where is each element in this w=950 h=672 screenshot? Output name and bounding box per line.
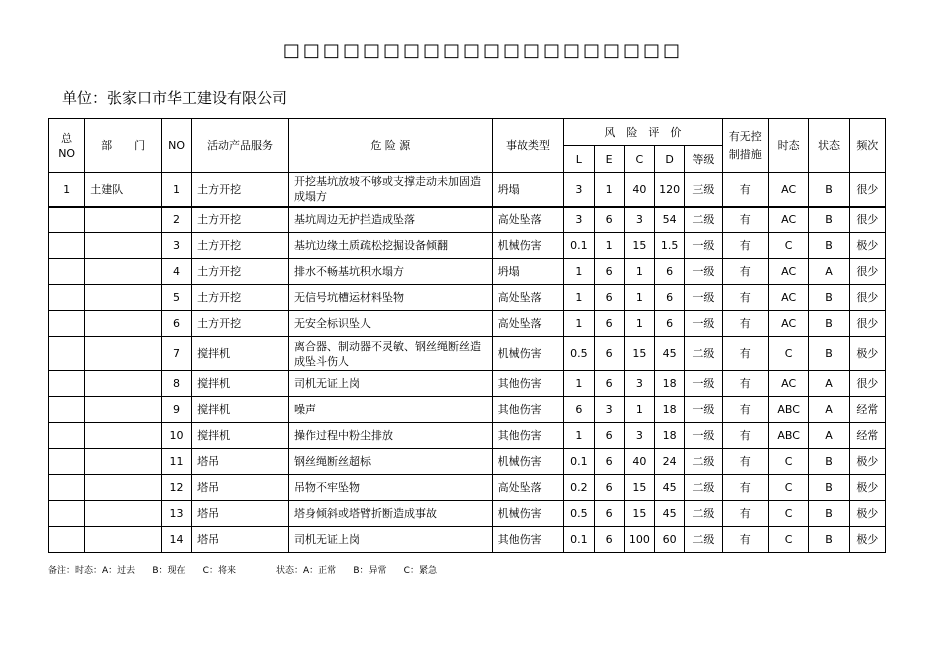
- cell-state: A: [809, 371, 849, 397]
- cell-D: 60: [655, 527, 685, 553]
- header-E: E: [594, 146, 624, 173]
- cell-L: 1: [564, 285, 594, 311]
- table-row: [49, 337, 886, 371]
- table-row: [49, 475, 886, 501]
- cell-hazard: 塔身倾斜或塔臂折断造成事故: [288, 501, 492, 527]
- cell-D: 18: [655, 397, 685, 423]
- cell-state: A: [809, 423, 849, 449]
- cell-hazard: 噪声: [288, 397, 492, 423]
- cell-department: [85, 475, 162, 501]
- cell-total-no: [49, 259, 85, 285]
- cell-frequency: 很少: [849, 259, 885, 285]
- cell-C: 15: [624, 501, 654, 527]
- cell-accident-type: 其他伤害: [492, 527, 564, 553]
- cell-frequency: 很少: [849, 285, 885, 311]
- cell-C: 15: [624, 233, 654, 259]
- footnote: 备注：时态：A：过去 B：现在 C：将来 状态：A：正常 B：异常 C：紧急: [48, 566, 437, 576]
- cell-state: A: [809, 259, 849, 285]
- cell-department: [85, 311, 162, 337]
- cell-total-no: [49, 371, 85, 397]
- cell-accident-type: 机械伤害: [492, 449, 564, 475]
- cell-frequency: 极少: [849, 337, 885, 371]
- cell-E: 6: [594, 207, 624, 233]
- cell-control: 有: [722, 423, 768, 449]
- cell-E: 3: [594, 397, 624, 423]
- cell-activity: 土方开挖: [192, 311, 289, 337]
- cell-frequency: 很少: [849, 207, 885, 233]
- cell-hazard: 基坑周边无护拦造成坠落: [288, 207, 492, 233]
- cell-total-no: [49, 449, 85, 475]
- cell-department: [85, 285, 162, 311]
- header-hazard: 危 险 源: [288, 119, 492, 173]
- cell-L: 0.5: [564, 337, 594, 371]
- cell-tense: C: [768, 475, 808, 501]
- cell-control: 有: [722, 259, 768, 285]
- cell-control: 有: [722, 527, 768, 553]
- cell-E: 6: [594, 527, 624, 553]
- cell-L: 0.5: [564, 501, 594, 527]
- cell-frequency: 很少: [849, 173, 885, 207]
- cell-D: 18: [655, 371, 685, 397]
- cell-department: [85, 233, 162, 259]
- table-row: [49, 311, 886, 337]
- cell-accident-type: 其他伤害: [492, 371, 564, 397]
- cell-level: 一级: [685, 285, 722, 311]
- cell-level: 二级: [685, 501, 722, 527]
- table-row: [49, 259, 886, 285]
- cell-E: 6: [594, 371, 624, 397]
- cell-accident-type: 机械伤害: [492, 501, 564, 527]
- cell-activity: 搅拌机: [192, 337, 289, 371]
- cell-no: 12: [161, 475, 191, 501]
- cell-accident-type: 高处坠落: [492, 311, 564, 337]
- cell-level: 一级: [685, 259, 722, 285]
- cell-department: [85, 337, 162, 371]
- risk-table: [48, 118, 886, 553]
- cell-total-no: 1: [49, 173, 85, 207]
- cell-hazard: 钢丝绳断丝超标: [288, 449, 492, 475]
- header-control: 有无控制措施: [722, 119, 768, 173]
- cell-frequency: 极少: [849, 449, 885, 475]
- cell-state: B: [809, 173, 849, 207]
- cell-state: B: [809, 285, 849, 311]
- cell-frequency: 极少: [849, 475, 885, 501]
- table-row: [49, 207, 886, 233]
- table-row: [49, 285, 886, 311]
- cell-tense: ABC: [768, 397, 808, 423]
- cell-level: 二级: [685, 207, 722, 233]
- cell-activity: 搅拌机: [192, 423, 289, 449]
- cell-no: 9: [161, 397, 191, 423]
- cell-hazard: 司机无证上岗: [288, 371, 492, 397]
- cell-frequency: 极少: [849, 233, 885, 259]
- cell-L: 1: [564, 311, 594, 337]
- cell-accident-type: 坍塌: [492, 259, 564, 285]
- cell-frequency: 很少: [849, 311, 885, 337]
- cell-D: 54: [655, 207, 685, 233]
- header-risk-eval: 风 险 评 价: [564, 119, 722, 146]
- cell-hazard: 离合器、制动器不灵敏、钢丝绳断丝造成坠斗伤人: [288, 337, 492, 371]
- cell-activity: 塔吊: [192, 527, 289, 553]
- cell-C: 15: [624, 337, 654, 371]
- cell-no: 10: [161, 423, 191, 449]
- cell-control: 有: [722, 285, 768, 311]
- cell-total-no: [49, 207, 85, 233]
- cell-activity: 土方开挖: [192, 207, 289, 233]
- cell-hazard: 司机无证上岗: [288, 527, 492, 553]
- cell-total-no: [49, 233, 85, 259]
- header-state: 状态: [809, 119, 849, 173]
- cell-no: 11: [161, 449, 191, 475]
- cell-state: B: [809, 501, 849, 527]
- cell-C: 3: [624, 423, 654, 449]
- cell-frequency: 很少: [849, 371, 885, 397]
- cell-E: 6: [594, 285, 624, 311]
- cell-state: B: [809, 207, 849, 233]
- header-activity: 活动产品服务: [192, 119, 289, 173]
- cell-frequency: 经常: [849, 397, 885, 423]
- cell-activity: 土方开挖: [192, 233, 289, 259]
- cell-tense: C: [768, 233, 808, 259]
- cell-control: 有: [722, 475, 768, 501]
- cell-E: 1: [594, 233, 624, 259]
- cell-C: 3: [624, 207, 654, 233]
- cell-D: 45: [655, 501, 685, 527]
- header-tense: 时态: [768, 119, 808, 173]
- cell-hazard: 排水不畅基坑积水塌方: [288, 259, 492, 285]
- cell-state: B: [809, 311, 849, 337]
- cell-tense: C: [768, 449, 808, 475]
- header-frequency: 频次: [849, 119, 885, 173]
- cell-E: 6: [594, 501, 624, 527]
- cell-control: 有: [722, 371, 768, 397]
- header-no: NO: [161, 119, 191, 173]
- cell-level: 一级: [685, 397, 722, 423]
- table-row: [49, 233, 886, 259]
- cell-no: 7: [161, 337, 191, 371]
- cell-state: A: [809, 397, 849, 423]
- cell-frequency: 极少: [849, 527, 885, 553]
- cell-control: 有: [722, 337, 768, 371]
- cell-C: 1: [624, 285, 654, 311]
- cell-L: 1: [564, 371, 594, 397]
- cell-D: 1.5: [655, 233, 685, 259]
- cell-D: 18: [655, 423, 685, 449]
- cell-tense: AC: [768, 311, 808, 337]
- cell-accident-type: 高处坠落: [492, 475, 564, 501]
- cell-activity: 搅拌机: [192, 371, 289, 397]
- table-row: [49, 449, 886, 475]
- cell-D: 45: [655, 475, 685, 501]
- cell-tense: AC: [768, 207, 808, 233]
- header-total-no: 总 NO: [49, 119, 85, 173]
- cell-state: B: [809, 475, 849, 501]
- cell-total-no: [49, 475, 85, 501]
- cell-accident-type: 高处坠落: [492, 285, 564, 311]
- cell-level: 一级: [685, 233, 722, 259]
- table-row: [49, 173, 886, 207]
- cell-department: [85, 423, 162, 449]
- cell-control: 有: [722, 173, 768, 207]
- cell-D: 24: [655, 449, 685, 475]
- cell-L: 0.1: [564, 449, 594, 475]
- cell-D: 6: [655, 311, 685, 337]
- cell-no: 6: [161, 311, 191, 337]
- cell-department: [85, 259, 162, 285]
- cell-tense: C: [768, 501, 808, 527]
- header-L: L: [564, 146, 594, 173]
- cell-department: [85, 527, 162, 553]
- cell-accident-type: 其他伤害: [492, 397, 564, 423]
- header-department: 部 门: [85, 119, 162, 173]
- table-body: [49, 173, 886, 553]
- cell-department: [85, 207, 162, 233]
- table-row: [49, 501, 886, 527]
- table-row: [49, 371, 886, 397]
- cell-C: 40: [624, 173, 654, 207]
- cell-activity: 搅拌机: [192, 397, 289, 423]
- cell-C: 1: [624, 259, 654, 285]
- cell-state: B: [809, 233, 849, 259]
- cell-total-no: [49, 311, 85, 337]
- cell-C: 1: [624, 311, 654, 337]
- cell-tense: AC: [768, 259, 808, 285]
- header-D: D: [655, 146, 685, 173]
- cell-accident-type: 机械伤害: [492, 233, 564, 259]
- cell-D: 6: [655, 285, 685, 311]
- document-title: □□□□□□□□□□□□□□□□□□□□: [282, 40, 684, 61]
- cell-no: 13: [161, 501, 191, 527]
- cell-activity: 土方开挖: [192, 259, 289, 285]
- cell-L: 0.1: [564, 233, 594, 259]
- cell-L: 3: [564, 173, 594, 207]
- cell-total-no: [49, 527, 85, 553]
- cell-C: 1: [624, 397, 654, 423]
- cell-hazard: 基坑边缘土质疏松挖掘设备倾翻: [288, 233, 492, 259]
- cell-C: 3: [624, 371, 654, 397]
- cell-total-no: [49, 337, 85, 371]
- cell-E: 6: [594, 337, 624, 371]
- cell-level: 一级: [685, 311, 722, 337]
- cell-E: 6: [594, 423, 624, 449]
- cell-department: 土建队: [85, 173, 162, 207]
- cell-tense: AC: [768, 285, 808, 311]
- cell-department: [85, 371, 162, 397]
- cell-L: 0.2: [564, 475, 594, 501]
- cell-total-no: [49, 285, 85, 311]
- cell-activity: 塔吊: [192, 475, 289, 501]
- cell-hazard: 吊物不牢坠物: [288, 475, 492, 501]
- cell-tense: AC: [768, 173, 808, 207]
- cell-no: 4: [161, 259, 191, 285]
- cell-no: 3: [161, 233, 191, 259]
- cell-accident-type: 其他伤害: [492, 423, 564, 449]
- cell-level: 二级: [685, 449, 722, 475]
- cell-accident-type: 坍塌: [492, 173, 564, 207]
- cell-L: 1: [564, 259, 594, 285]
- cell-E: 6: [594, 475, 624, 501]
- cell-L: 6: [564, 397, 594, 423]
- cell-L: 3: [564, 207, 594, 233]
- header-C: C: [624, 146, 654, 173]
- cell-department: [85, 501, 162, 527]
- cell-level: 二级: [685, 527, 722, 553]
- cell-C: 100: [624, 527, 654, 553]
- cell-accident-type: 机械伤害: [492, 337, 564, 371]
- cell-frequency: 极少: [849, 501, 885, 527]
- cell-level: 二级: [685, 337, 722, 371]
- cell-no: 2: [161, 207, 191, 233]
- cell-E: 6: [594, 311, 624, 337]
- cell-activity: 土方开挖: [192, 173, 289, 207]
- cell-state: B: [809, 449, 849, 475]
- cell-department: [85, 449, 162, 475]
- cell-hazard: 操作过程中粉尘排放: [288, 423, 492, 449]
- header-level: 等级: [685, 146, 722, 173]
- cell-E: 6: [594, 449, 624, 475]
- cell-level: 二级: [685, 475, 722, 501]
- cell-D: 120: [655, 173, 685, 207]
- cell-frequency: 经常: [849, 423, 885, 449]
- cell-E: 6: [594, 259, 624, 285]
- header-accident-type: 事故类型: [492, 119, 564, 173]
- cell-no: 5: [161, 285, 191, 311]
- cell-tense: AC: [768, 371, 808, 397]
- cell-control: 有: [722, 449, 768, 475]
- unit-label: 单位：张家口市华工建设有限公司: [62, 89, 288, 107]
- cell-tense: C: [768, 527, 808, 553]
- cell-D: 45: [655, 337, 685, 371]
- cell-state: B: [809, 527, 849, 553]
- cell-total-no: [49, 397, 85, 423]
- cell-hazard: 无信号坑槽运材料坠物: [288, 285, 492, 311]
- cell-level: 三级: [685, 173, 722, 207]
- cell-hazard: 无安全标识坠人: [288, 311, 492, 337]
- cell-no: 14: [161, 527, 191, 553]
- cell-tense: ABC: [768, 423, 808, 449]
- cell-E: 1: [594, 173, 624, 207]
- cell-hazard: 开挖基坑放坡不够或支撑走动未加固造成塌方: [288, 173, 492, 207]
- cell-level: 一级: [685, 371, 722, 397]
- cell-state: B: [809, 337, 849, 371]
- table-row: [49, 397, 886, 423]
- table-header: [49, 119, 886, 173]
- cell-tense: C: [768, 337, 808, 371]
- cell-control: 有: [722, 311, 768, 337]
- table-row: [49, 527, 886, 553]
- cell-activity: 塔吊: [192, 501, 289, 527]
- cell-total-no: [49, 501, 85, 527]
- cell-accident-type: 高处坠落: [492, 207, 564, 233]
- cell-level: 一级: [685, 423, 722, 449]
- cell-C: 15: [624, 475, 654, 501]
- cell-no: 1: [161, 173, 191, 207]
- cell-D: 6: [655, 259, 685, 285]
- cell-activity: 土方开挖: [192, 285, 289, 311]
- cell-control: 有: [722, 233, 768, 259]
- cell-no: 8: [161, 371, 191, 397]
- cell-C: 40: [624, 449, 654, 475]
- cell-control: 有: [722, 501, 768, 527]
- cell-control: 有: [722, 397, 768, 423]
- cell-control: 有: [722, 207, 768, 233]
- table-row: [49, 423, 886, 449]
- cell-total-no: [49, 423, 85, 449]
- cell-L: 1: [564, 423, 594, 449]
- cell-department: [85, 397, 162, 423]
- cell-L: 0.1: [564, 527, 594, 553]
- cell-activity: 塔吊: [192, 449, 289, 475]
